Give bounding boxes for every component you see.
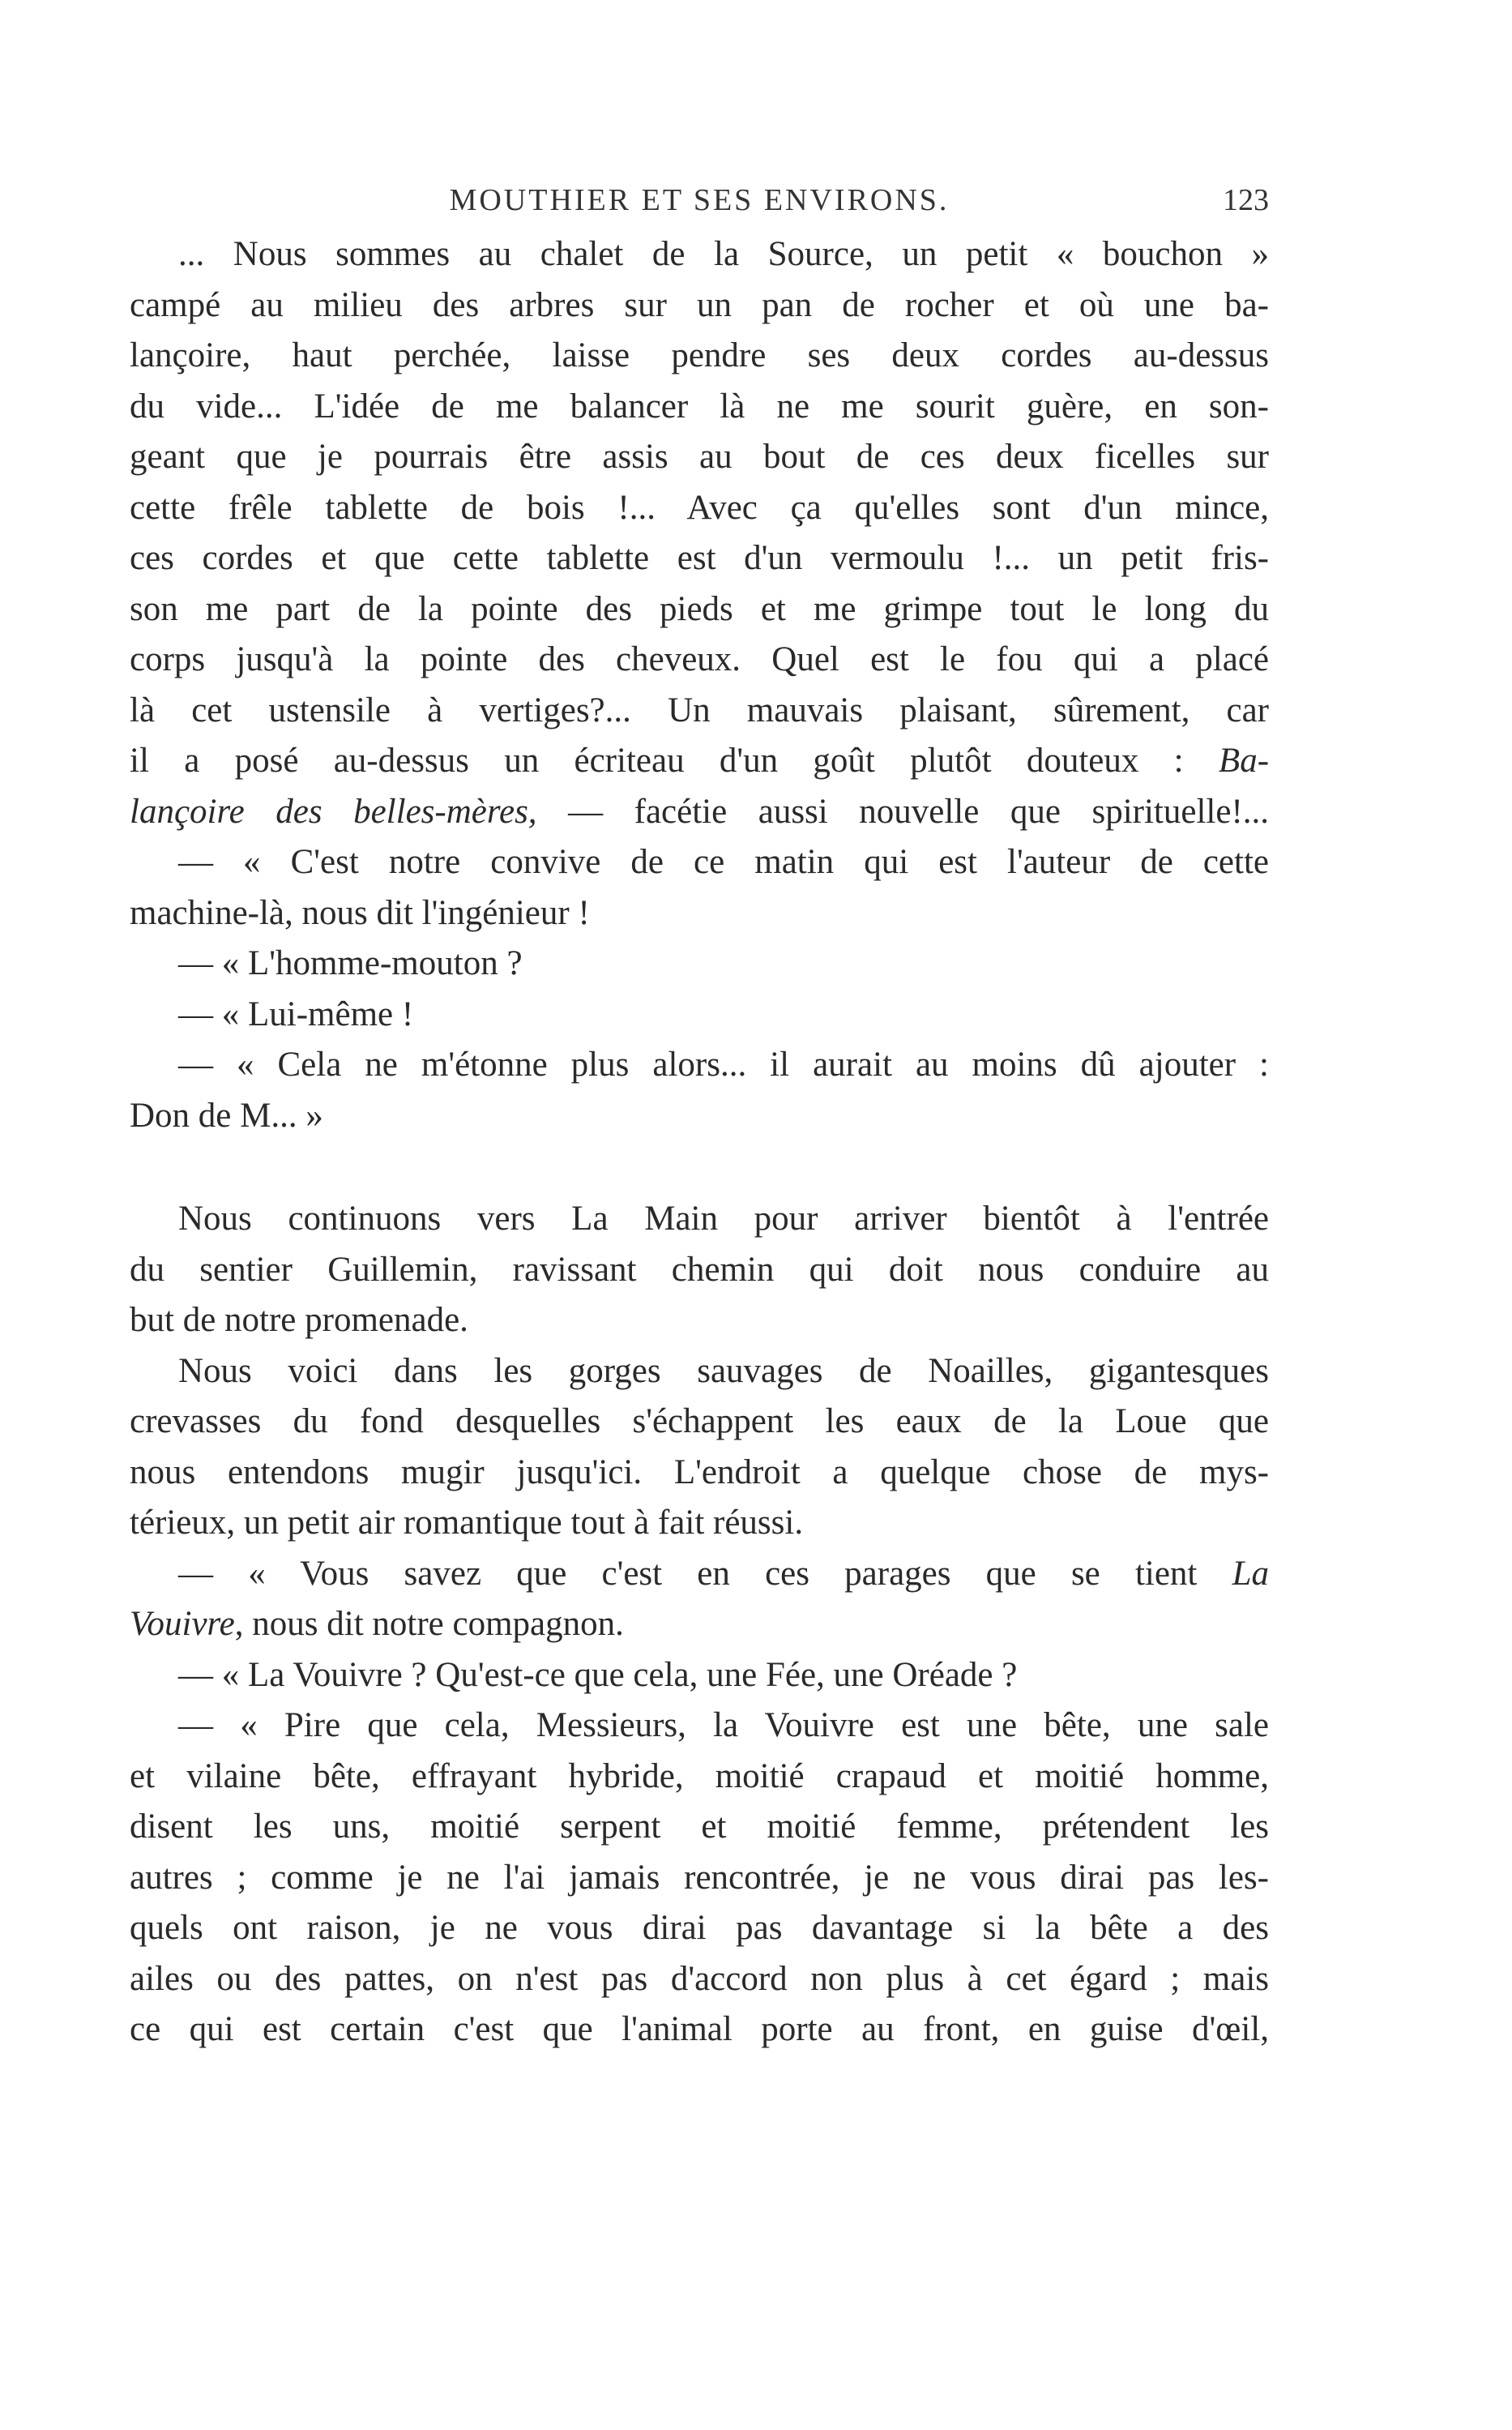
body-text bbox=[130, 229, 1269, 2056]
text-line: quels ont raison, je ne vous dirai pas davantage si la bête a des bbox=[130, 1909, 1269, 1947]
text-line: cette frêle tablette de bois !... Avec ça qu'elles sont d'un mince, bbox=[130, 488, 1269, 527]
running-head bbox=[130, 180, 1269, 220]
text-line: — « C'est notre convive de ce matin qui est l'auteur de cette bbox=[178, 843, 1269, 881]
paragraph-gap bbox=[130, 1141, 1269, 1194]
text-segment: — facétie aussi nouvelle que spirituelle!... bbox=[568, 792, 1269, 831]
italic-segment: Ba- bbox=[1218, 742, 1269, 780]
text-line: — « L'homme-mouton ? bbox=[178, 944, 523, 982]
text-line: campé au milieu des arbres sur un pan de rocher et où une ba- bbox=[130, 285, 1269, 324]
running-title: MOUTHIER ET SES ENVIRONS. bbox=[449, 183, 950, 217]
text-line: nous entendons mugir jusqu'ici. L'endroit a quelque chose de mys- bbox=[130, 1452, 1269, 1491]
text-line: corps jusqu'à la pointe des cheveux. Quel est le fou qui a placé bbox=[130, 640, 1269, 678]
text-line: — « La Vouivre ? Qu'est-ce que cela, une Fée, une Oréade ? bbox=[178, 1655, 1018, 1694]
text-segment: — « Vous savez que c'est en ces parages que se tient bbox=[178, 1554, 1198, 1593]
italic-segment: lançoire des belles-mères, bbox=[130, 792, 537, 831]
text-line: du sentier Guillemin, ravissant chemin qui doit nous conduire au bbox=[130, 1250, 1269, 1289]
text-line: but de notre promenade. bbox=[130, 1301, 468, 1339]
text-segment: il a posé au-dessus un écriteau d'un goût plutôt douteux : bbox=[130, 742, 1184, 780]
italic-segment: Vouivre bbox=[130, 1605, 235, 1643]
text-line: Nous continuons vers La Main pour arriver bientôt à l'entrée bbox=[178, 1200, 1269, 1238]
text-line bbox=[130, 736, 1269, 787]
text-line: crevasses du fond desquelles s'échappent les eaux de la Loue que bbox=[130, 1402, 1269, 1440]
text-line bbox=[130, 1549, 1269, 1600]
italic-segment: La bbox=[1232, 1554, 1269, 1593]
text-line: geant que je pourrais être assis au bout de ces deux ficelles sur bbox=[130, 438, 1269, 476]
text-line: son me part de la pointe des pieds et me grimpe tout le long du bbox=[130, 589, 1269, 628]
text-line: Nous voici dans les gorges sauvages de Noailles, gigantesques bbox=[178, 1351, 1269, 1390]
text-line: Don de M... » bbox=[130, 1096, 323, 1135]
text-line: disent les uns, moitié serpent et moitié femme, prétendent les bbox=[130, 1808, 1269, 1846]
text-line: là cet ustensile à vertiges?... Un mauvais plaisant, sûrement, car bbox=[130, 691, 1269, 729]
text-line: machine-là, nous dit l'ingénieur ! bbox=[130, 893, 590, 932]
text-line: ce qui est certain c'est que l'animal porte au front, en guise d'œil, bbox=[130, 2010, 1269, 2048]
text-line bbox=[130, 787, 1269, 838]
text-line: ces cordes et que cette tablette est d'un vermoulu !... un petit fris- bbox=[130, 539, 1269, 577]
text-line: — « Pire que cela, Messieurs, la Vouivre est une bête, une sale bbox=[178, 1706, 1269, 1744]
page-number: 123 bbox=[1223, 183, 1269, 217]
text-line: — « Lui-même ! bbox=[178, 995, 414, 1033]
text-line bbox=[130, 1599, 1269, 1650]
text-segment: , nous dit notre compagnon. bbox=[234, 1605, 624, 1643]
text-line: térieux, un petit air romantique tout à fait réussi. bbox=[130, 1504, 804, 1542]
text-line: et vilaine bête, effrayant hybride, moitié crapaud et moitié homme, bbox=[130, 1756, 1269, 1795]
text-line: ailes ou des pattes, on n'est pas d'accord non plus à cet égard ; mais bbox=[130, 1959, 1269, 1998]
text-line: lançoire, haut perchée, laisse pendre ses deux cordes au-dessus bbox=[130, 336, 1269, 374]
text-line: — « Cela ne m'étonne plus alors... il aurait au moins dû ajouter : bbox=[178, 1046, 1269, 1084]
text-line: ... Nous sommes au chalet de la Source, un petit « bouchon » bbox=[178, 235, 1269, 273]
text-line: du vide... L'idée de me balancer là ne me sourit guère, en son- bbox=[130, 387, 1269, 426]
text-line: autres ; comme je ne l'ai jamais rencontrée, je ne vous dirai pas les- bbox=[130, 1858, 1269, 1897]
